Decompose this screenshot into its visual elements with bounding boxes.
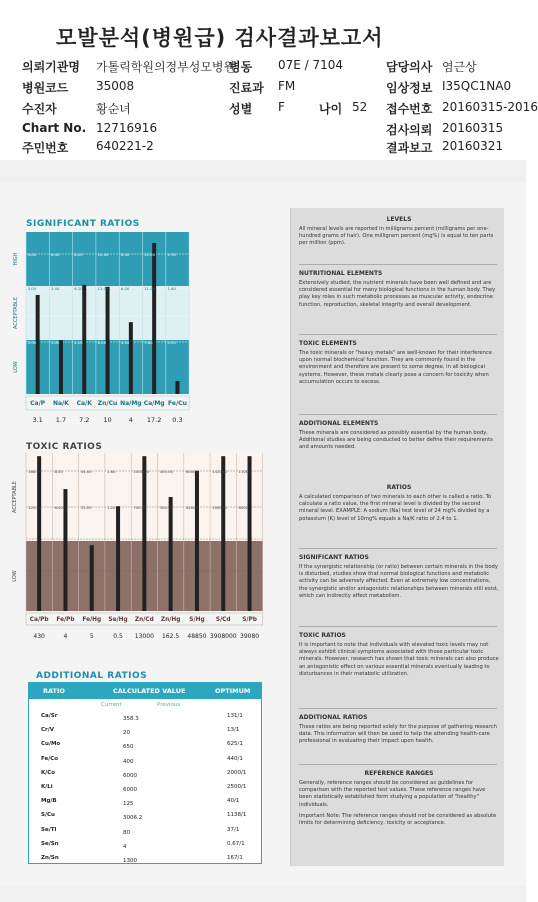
table-row xyxy=(29,756,261,770)
bar xyxy=(248,456,252,611)
column-label: Zn/Cu xyxy=(97,400,118,407)
column-label: Zn/Cd xyxy=(134,617,154,623)
bar xyxy=(116,506,120,611)
tick-label: 8000 xyxy=(238,505,249,510)
field-value: 20160321 xyxy=(442,139,504,153)
column-value: 430 xyxy=(33,633,45,640)
field-label: 주민번호 xyxy=(22,141,69,155)
column-label: S/Pb xyxy=(242,617,257,623)
current-value: 6000 xyxy=(123,772,137,779)
optimum-value: 37/1 xyxy=(227,826,240,833)
divider xyxy=(299,708,497,709)
tick-label: 8.00 xyxy=(54,469,63,474)
additional-ratios-heading: ADDITIONAL RATIOS xyxy=(299,714,368,721)
field-label: Chart No. xyxy=(22,121,87,135)
important-note-text: Important Note: The reference ranges should not be considered as absolute limits for determining deficiency, toxicity or acceptance. xyxy=(299,812,497,827)
field-label: 임상정보 xyxy=(386,81,433,95)
column-header-optimum: OPTIMUM xyxy=(215,687,251,695)
column-value: 17.2 xyxy=(146,416,162,424)
field-value: 20160315 xyxy=(442,121,504,135)
bar xyxy=(195,471,199,611)
tick-label: 6.40 xyxy=(50,252,60,257)
field-value: 640221-2 xyxy=(96,139,154,153)
optimum-value: 0.67/1 xyxy=(227,840,245,847)
additional-ratios-table xyxy=(28,682,262,864)
levels-section xyxy=(299,216,499,248)
reference-ranges-heading: REFERENCE RANGES xyxy=(364,770,434,777)
field-label: 검사의뢰 xyxy=(386,123,433,137)
tick-label: 106500 xyxy=(212,505,227,510)
toxic-elements-heading: TOXIC ELEMENTS xyxy=(299,340,357,347)
table-row xyxy=(29,713,261,727)
side-label: ACCEPTABLE xyxy=(13,297,19,329)
column-value: 0.3 xyxy=(172,416,183,424)
divider xyxy=(299,334,497,335)
column-value: 3908000 xyxy=(209,633,237,640)
ratio-name: Mg/B xyxy=(41,798,57,805)
tick-label: 4.00 xyxy=(120,340,130,345)
bar xyxy=(63,489,67,611)
optimum-value: 13/1 xyxy=(227,727,240,734)
column-label: Ca/P xyxy=(30,400,46,407)
side-label: ACCEPTABLE xyxy=(12,481,18,513)
tick-label: 2.00 xyxy=(27,340,37,345)
bar xyxy=(129,322,133,394)
bar xyxy=(106,287,110,394)
field-label: 수진자 xyxy=(22,102,57,116)
field-label: 담당의사 xyxy=(386,60,433,74)
bar xyxy=(175,381,179,394)
tick-label: 1.60 xyxy=(107,469,116,474)
column-label: Se/Hg xyxy=(108,617,128,623)
column-label: Fe/Cu xyxy=(168,400,187,407)
bar xyxy=(152,243,156,394)
column-value: 162.5 xyxy=(162,633,180,640)
ratio-name: Cr/V xyxy=(41,727,55,734)
table-row xyxy=(29,827,261,841)
tick-label: 0.90 xyxy=(167,340,176,345)
field-label: 성별 xyxy=(229,102,253,116)
reference-ranges-section xyxy=(299,770,499,827)
table-header xyxy=(29,683,261,699)
table-row xyxy=(29,741,261,755)
age-label: 나이 xyxy=(319,102,343,116)
current-value: 3006.2 xyxy=(123,815,143,822)
field-value: 황순녀 xyxy=(96,102,131,116)
column-label: Ca/Mg xyxy=(143,400,165,407)
additional-elements-text: These minerals are considered as possibly essential by the human body. Additional studies are being conducted to better define their requirements and amounts needed. xyxy=(299,430,493,451)
column-value: 3.1 xyxy=(32,416,43,424)
bar xyxy=(142,456,146,611)
column-value: 7.2 xyxy=(79,416,90,424)
bar xyxy=(37,456,41,611)
column-label: S/Cd xyxy=(215,617,231,623)
current-value: 80 xyxy=(123,829,130,836)
current-subheader: Current xyxy=(101,702,122,708)
significant-ratios-title: SIGNIFICANT RATIOS xyxy=(26,219,140,229)
tick-label: 33.00 xyxy=(80,505,92,510)
tick-label: 8.20 xyxy=(74,252,83,257)
field-label: 진료과 xyxy=(229,81,264,95)
toxic-elements-section xyxy=(299,340,499,386)
divider xyxy=(299,626,497,627)
significant-ratios-heading: SIGNIFICANT RATIOS xyxy=(299,554,369,561)
side-label: LOW xyxy=(13,361,19,373)
ratio-name: K/Co xyxy=(41,769,56,776)
significant-ratios-text: If the synergistic relationship (or ratio) between certain minerals in the body is disturbed, studies show that normal biological functions and metabolic activity can be adversely affected. Even at extremely low concentrations, the synergistic and/or antagonistic relationships between minerals still exist, which can indirectly affect metabolism. xyxy=(299,564,499,599)
tick-label: 3.40 xyxy=(50,286,60,291)
column-value: 0.5 xyxy=(113,633,123,640)
tick-label: 6.00 xyxy=(120,252,130,257)
current-value: 400 xyxy=(123,758,134,765)
age-value: 52 xyxy=(352,100,368,114)
optimum-value: 2500/1 xyxy=(227,784,247,790)
additional-elements-heading: ADDITIONAL ELEMENTS xyxy=(299,420,379,427)
ratio-name: K/Li xyxy=(41,784,53,790)
reference-text-panel xyxy=(290,208,504,866)
field-value: 20160315-2016 xyxy=(442,100,538,114)
bar xyxy=(59,340,63,394)
column-label: Fe/Hg xyxy=(82,617,102,623)
tick-label: 6.20 xyxy=(74,286,83,291)
column-label: S/Hg xyxy=(189,617,205,623)
tick-label: 7.60 xyxy=(144,340,153,345)
additional-elements-section xyxy=(299,420,499,452)
field-value: FM xyxy=(278,79,296,93)
tick-label: 4.20 xyxy=(74,340,83,345)
bar xyxy=(36,295,40,394)
additional-ratios-text: These ratios are being reported solely for the purpose of gathering research data. This information will then be used to help the attending health-care professional in evaluating their impact upon health. xyxy=(299,724,497,745)
bar xyxy=(169,497,173,611)
ratio-name: Cu/Mo xyxy=(41,741,61,748)
column-value: 1.7 xyxy=(55,416,67,424)
levels-text: All mineral levels are reported in milligrams percent (milligrams per one-hundred grams of hair). One milligram percent (mg%) is equal to ten parts per million (ppm). xyxy=(299,226,494,247)
current-value: 4 xyxy=(123,843,127,850)
field-value: I35QC1NA0 xyxy=(442,79,512,93)
column-header-calculated: CALCULATED VALUE xyxy=(113,687,186,695)
table-row xyxy=(29,784,261,798)
column-label: Na/Mg xyxy=(120,400,142,407)
tick-label: 142000 xyxy=(212,469,227,474)
divider xyxy=(299,548,497,549)
toxic-ratios-title: TOXIC RATIOS xyxy=(26,442,103,452)
optimum-value: 167/1 xyxy=(227,855,243,861)
tick-label: 11.00 xyxy=(144,286,156,291)
levels-heading: LEVELS xyxy=(386,216,412,223)
table-row xyxy=(29,841,261,855)
field-value: 염근상 xyxy=(442,60,477,74)
tick-label: 10.00 xyxy=(97,252,109,257)
column-value: 13000 xyxy=(134,633,154,640)
table-row xyxy=(29,855,261,869)
ratio-name: S/Cu xyxy=(41,812,55,819)
significant-ratios-chart xyxy=(0,228,262,424)
toxic-ratios-heading: TOXIC RATIOS xyxy=(299,632,346,639)
column-value: 48850 xyxy=(187,633,207,640)
ratios-section xyxy=(299,484,499,523)
current-value: 20 xyxy=(123,730,130,737)
field-label: 병원코드 xyxy=(22,81,69,95)
ratio-name: Ca/Sr xyxy=(41,713,58,719)
current-value: 6000 xyxy=(123,787,137,793)
bar xyxy=(82,285,86,394)
ratio-name: Se/Sn xyxy=(41,840,59,847)
table-row xyxy=(29,798,261,812)
tick-label: 750.00 xyxy=(133,505,147,510)
tick-label: 1000.00 xyxy=(133,469,150,474)
field-label: 결과보고 xyxy=(386,141,433,155)
column-value: 39080 xyxy=(240,633,260,640)
previous-subheader: Previous xyxy=(157,702,181,708)
toxic-ratios-section xyxy=(299,632,499,678)
column-label: Ca/Pb xyxy=(29,617,49,623)
tick-label: 3.00 xyxy=(27,286,37,291)
column-label: Ca/K xyxy=(76,400,92,407)
additional-ratios-title: ADDITIONAL RATIOS xyxy=(36,671,148,681)
table-row xyxy=(29,770,261,784)
tick-label: 12.00 xyxy=(144,252,156,257)
column-value: 4 xyxy=(128,416,133,424)
field-value: 12716916 xyxy=(96,121,158,135)
optimum-value: 131/1 xyxy=(227,713,243,719)
nutritional-heading: NUTRITIONAL ELEMENTS xyxy=(299,270,383,277)
current-value: 125 xyxy=(123,801,134,808)
tick-label: 2.30 xyxy=(167,252,176,257)
high-band xyxy=(26,232,189,286)
ratios-text: A calculated comparison of two minerals to each other is called a ratio. To calculate a ratio value, the first mineral level is divided by the second mineral level. EXAMPLE: A sodium (Na) test level of 24 mg% divided by a potassium (K) level of 10mg% equals a Na/K ratio of 2.4 to 1. xyxy=(299,494,492,522)
reference-ranges-text: Generally, reference ranges should be considered as guidelines for comparison with the reported test values. These reference ranges have been statistically established form studying a population of "healthy" individuals. xyxy=(299,780,486,808)
optimum-value: 40/1 xyxy=(227,798,240,805)
nutritional-text: Extensively studied, the nutrient minerals have been well defined and are considered essential for many biological functions in the human body. They play key roles in such metabolic processes as muscular activity, endocrine function, reproduction, skeletal integrity and overall development. xyxy=(299,280,496,308)
tick-label: 11000 xyxy=(238,469,251,474)
optimum-value: 1138/1 xyxy=(227,812,247,819)
ratio-name: Se/Tl xyxy=(41,826,57,833)
column-header-ratio: RATIO xyxy=(43,687,65,695)
table-row xyxy=(29,812,261,826)
optimum-value: 440/1 xyxy=(227,755,243,762)
current-value: 650 xyxy=(123,744,134,751)
divider xyxy=(299,764,497,765)
bar xyxy=(90,545,94,611)
tick-label: 60000 xyxy=(185,469,199,474)
tick-label: 1.20 xyxy=(107,505,116,510)
field-value: F xyxy=(278,100,285,114)
ratios-heading: RATIOS xyxy=(386,484,412,491)
tick-label: 400.00 xyxy=(159,469,173,474)
bar xyxy=(221,456,225,611)
side-label: HIGH xyxy=(13,252,19,266)
toxic-ratios-text: It is important to note that individuals with elevated toxic levels may not always exhibit clinical symptoms associated with those particular toxic minerals. However, research has shown that toxic minerals can also produce an antagonistic effect on various essential minerals eventually leading to disturbances in their metabolic utilization. xyxy=(299,642,499,677)
field-label: 접수번호 xyxy=(386,102,433,116)
tick-label: 1.60 xyxy=(167,286,176,291)
optimum-value: 2000/1 xyxy=(227,769,247,776)
ratio-name: Fe/Co xyxy=(41,755,59,762)
tick-label: 42000 xyxy=(185,505,199,510)
side-label: LOW xyxy=(12,570,18,582)
column-label: Fe/Pb xyxy=(56,617,75,623)
field-value: 가톨릭학원의정부성모병원 xyxy=(96,60,236,74)
tick-label: 1.40 xyxy=(50,340,60,345)
column-value: 10 xyxy=(103,416,112,424)
toxic-ratios-chart xyxy=(0,451,274,647)
report-title: 모발분석(병원급) 검사결과보고서 xyxy=(56,26,384,50)
significant-ratios-section xyxy=(299,554,499,600)
current-value: 1300 xyxy=(123,858,137,864)
column-label: Zn/Hg xyxy=(160,617,181,623)
tick-label: 8.00 xyxy=(97,340,107,345)
divider-band xyxy=(0,160,526,182)
tick-label: 300.00 xyxy=(159,505,173,510)
column-value: 4 xyxy=(63,633,68,640)
column-value: 5 xyxy=(89,633,94,640)
table-row xyxy=(29,727,261,741)
field-label: 의뢰기관명 xyxy=(22,60,80,74)
field-value: 07E / 7104 xyxy=(278,58,344,72)
optimum-value: 625/1 xyxy=(227,741,243,748)
toxic-elements-text: The toxic minerals or "heavy metals" are well-known for their interference upon normal biochemical function. They are commonly found in the environment and therefore are present to some degree, in all biological systems. However, these metals clearly pose a concern for toxicity when accumulation occurs to excess. xyxy=(299,350,492,385)
tick-label: 120.00 xyxy=(28,505,42,510)
additional-ratios-section xyxy=(299,714,499,746)
field-value: 35008 xyxy=(96,79,135,93)
report-header xyxy=(0,0,538,160)
tick-label: 12.00 xyxy=(97,286,109,291)
divider xyxy=(299,264,497,265)
tick-label: 6.00 xyxy=(120,286,130,291)
tick-label: 44.00 xyxy=(80,469,92,474)
footer-band xyxy=(0,886,526,902)
divider xyxy=(299,414,497,415)
nutritional-section xyxy=(299,270,499,309)
ratio-name: Zn/Sn xyxy=(41,855,59,861)
tick-label: 6.00 xyxy=(54,505,63,510)
field-label: 병동 xyxy=(229,60,253,74)
tick-label: 168.00 xyxy=(28,469,42,474)
current-value: 358.3 xyxy=(123,716,139,722)
tick-label: 4.00 xyxy=(27,252,37,257)
column-label: Na/K xyxy=(52,400,69,407)
